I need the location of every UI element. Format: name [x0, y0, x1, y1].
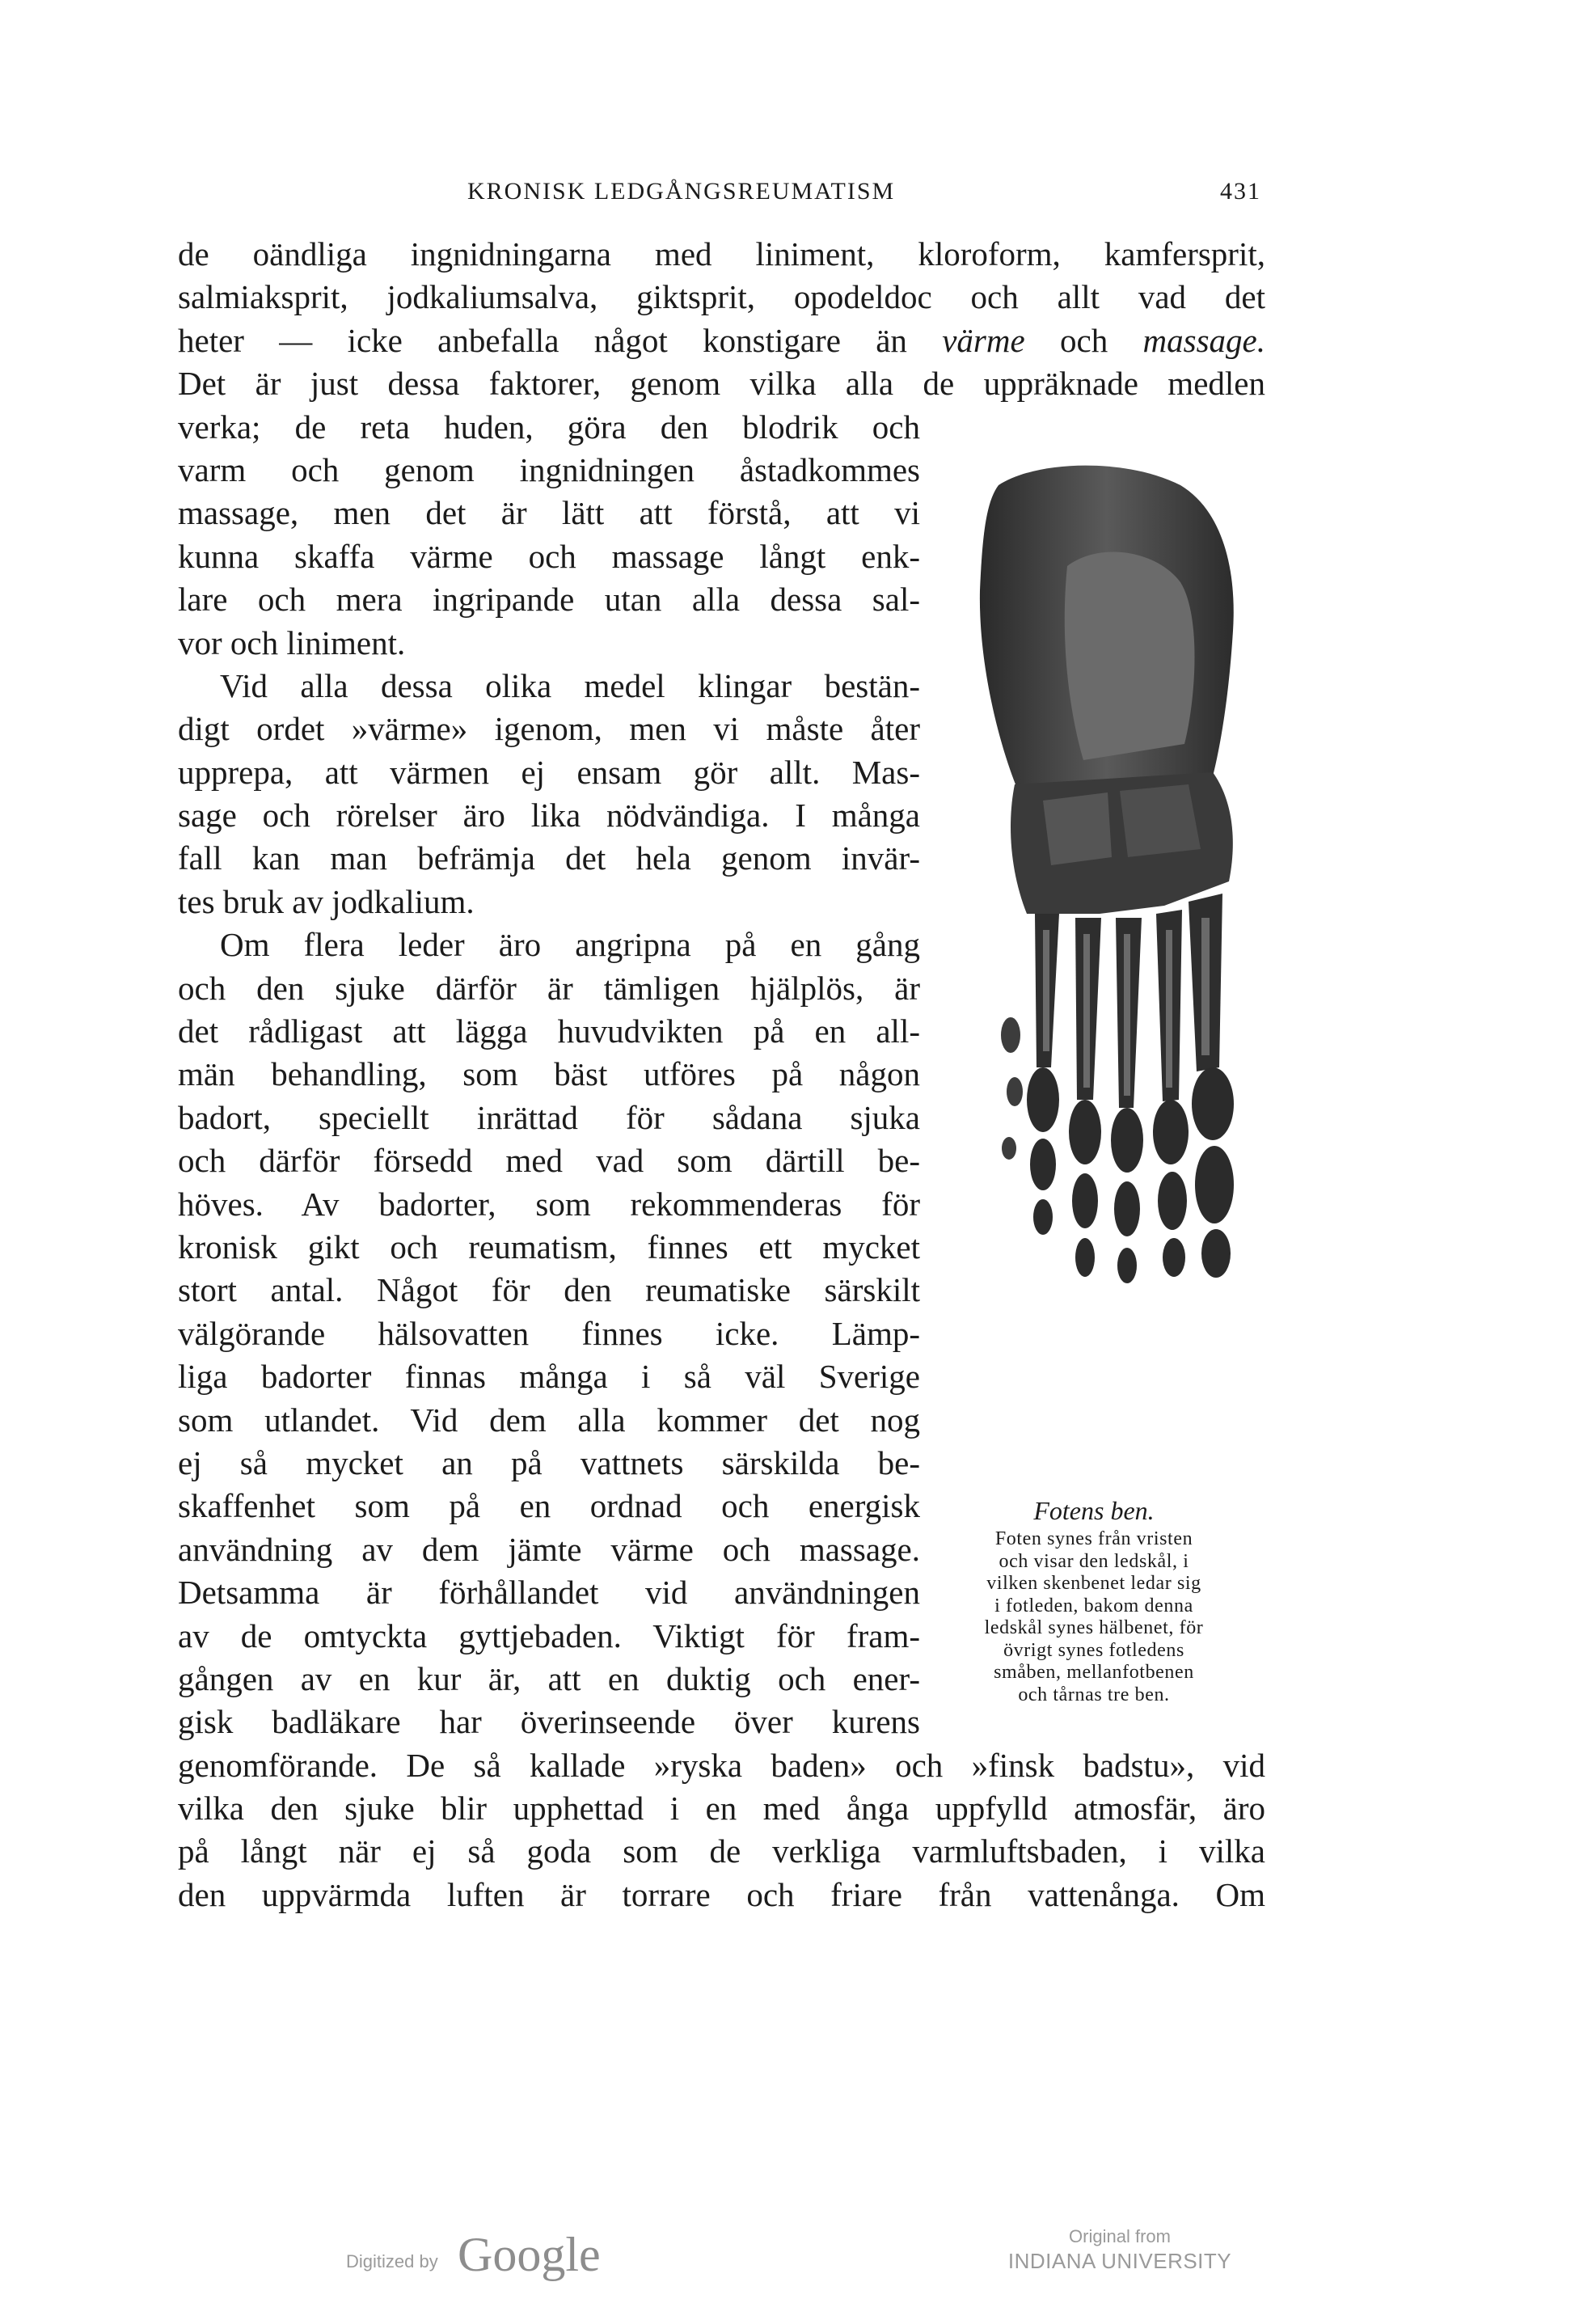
- text-line: digt ordet »värme» igenom, men vi måste åter: [178, 710, 920, 748]
- text-line: användning av dem jämte värme och massage.: [178, 1530, 920, 1568]
- caption-line: Foten synes från vristen: [994, 1528, 1193, 1549]
- metatarsal-highlights: [1043, 918, 1210, 1096]
- text-line: det rådligast att lägga huvudvikten på en all-: [178, 1012, 920, 1050]
- text-line: den uppvärmda luften är torrare och friare från vattenånga. Om: [178, 1875, 1265, 1913]
- text-line: de oändliga ingnidningarna med liniment, kloroform, kamfersprit,: [178, 235, 1265, 273]
- caption-line: och visar den ledskål, i: [999, 1550, 1189, 1572]
- tarsal-block-shape: [1043, 792, 1112, 865]
- text-line: kunna skaffa värme och massage långt enk-: [178, 537, 920, 575]
- running-title: KRONISK LEDGÅNGSREUMATISM: [467, 178, 896, 205]
- text-line: badort, speciellt inrättad för sådana sjuka: [178, 1098, 920, 1136]
- text-line: liga badorter finnas många i så väl Sverige: [178, 1358, 920, 1396]
- text-line: kronisk gikt och reumatism, finnes ett mycket: [178, 1228, 920, 1266]
- original-from-watermark: [1003, 2225, 1237, 2274]
- page-number: 431: [1220, 178, 1261, 205]
- text-line: Vid alla dessa olika medel klingar bestän-: [220, 666, 920, 704]
- text-span: heter — icke anbefalla något konstigare än: [178, 321, 943, 359]
- text-line: vor och liniment.: [178, 623, 406, 661]
- text-line: på långt när ej så goda som de verkliga varmluftsbaden, i vilka: [178, 1832, 1265, 1870]
- caption-line: i fotleden, bakom denna: [994, 1595, 1193, 1616]
- text-line: fall kan man befrämja det hela genom invär-: [178, 839, 920, 877]
- caption-title: Fotens ben.: [1033, 1496, 1155, 1525]
- text-line: vilka den sjuke blir upphettad i en med ånga uppfylld atmosfär, äro: [178, 1790, 1265, 1828]
- text-line: sage och rörelser äro lika nödvändiga. I många: [178, 797, 920, 835]
- text-line: män behandling, som bäst utföres på någon: [178, 1055, 920, 1093]
- text-line: skaffenhet som på en ordnad och energisk: [178, 1487, 920, 1525]
- original-from-label: Original from: [1069, 2226, 1171, 2246]
- caption-line: övrigt synes fotledens: [1003, 1639, 1184, 1661]
- text-line: Om flera leder äro angripna på en gång: [220, 926, 920, 964]
- text-line: Det är just dessa faktorer, genom vilka alla de uppräknade medlen: [178, 365, 1265, 403]
- text-line: välgörande hälsovatten finnes icke. Lämp-: [178, 1314, 920, 1352]
- text-line: höves. Av badorter, som rekommenderas för: [178, 1185, 920, 1223]
- foot-skeleton-illustration: [922, 453, 1294, 1447]
- text-line: tes bruk av jodkalium.: [178, 882, 475, 920]
- text-line: och därför försedd med vad som därtill be-: [178, 1142, 920, 1180]
- text-line: ej så mycket an på vattnets särskilda be-: [178, 1443, 920, 1481]
- text-line: gången av en kur är, att en duktig och ener-: [178, 1659, 920, 1697]
- caption-body: [928, 1528, 1260, 1706]
- text-line: salmiaksprit, jodkaliumsalva, giktsprit, opodeldoc och allt vad det: [178, 278, 1265, 316]
- text-line: lare och mera ingripande utan alla dessa sal-: [178, 581, 920, 619]
- text-line: [178, 319, 1265, 362]
- institution-label: INDIANA UNIVERSITY: [1007, 2249, 1232, 2273]
- digitized-by-label: Digitized by: [346, 2251, 438, 2271]
- text-line: och den sjuke därför är tämligen hjälplös, är: [178, 969, 920, 1007]
- google-logo-text: Google: [458, 2228, 601, 2281]
- tarsal-block-shape: [1120, 784, 1201, 857]
- caption-line: vilken skenbenet ledar sig: [986, 1573, 1201, 1594]
- text-line: gisk badläkare har överinseende över kurens: [178, 1703, 920, 1741]
- small-sesamoid-bones: [1001, 1017, 1023, 1160]
- caption-line: och tårnas tre ben.: [1018, 1684, 1170, 1705]
- text-line: stort antal. Något för den reumatiske särskilt: [178, 1271, 920, 1309]
- italic-word: massage.: [1142, 321, 1265, 359]
- running-header: [178, 173, 1261, 209]
- text-line: genomförande. De så kallade »ryska baden» och »finsk badstu», vid: [178, 1746, 1265, 1784]
- text-line: varm och genom ingnidningen åstadkommes: [178, 450, 920, 488]
- text-span: och: [1024, 321, 1143, 359]
- italic-word: värme: [942, 321, 1025, 359]
- caption-line: ledskål synes hälbenet, för: [984, 1617, 1204, 1638]
- text-line: av de omtyckta gyttjebaden. Viktigt för fram-: [178, 1616, 920, 1654]
- text-line: verka; de reta huden, göra den blodrik och: [178, 408, 920, 446]
- text-line: Detsamma är förhållandet vid användningen: [178, 1574, 920, 1612]
- text-line: massage, men det är lätt att förstå, att vi: [178, 494, 920, 532]
- figure-caption: [928, 1494, 1260, 1706]
- text-line: upprepa, att värmen ej ensam gör allt. Mas-: [178, 753, 920, 791]
- text-line: som utlandet. Vid dem alla kommer det nog: [178, 1401, 920, 1439]
- ankle-socket-shape: [1065, 552, 1195, 760]
- caption-line: småben, mellanfotbenen: [994, 1662, 1194, 1683]
